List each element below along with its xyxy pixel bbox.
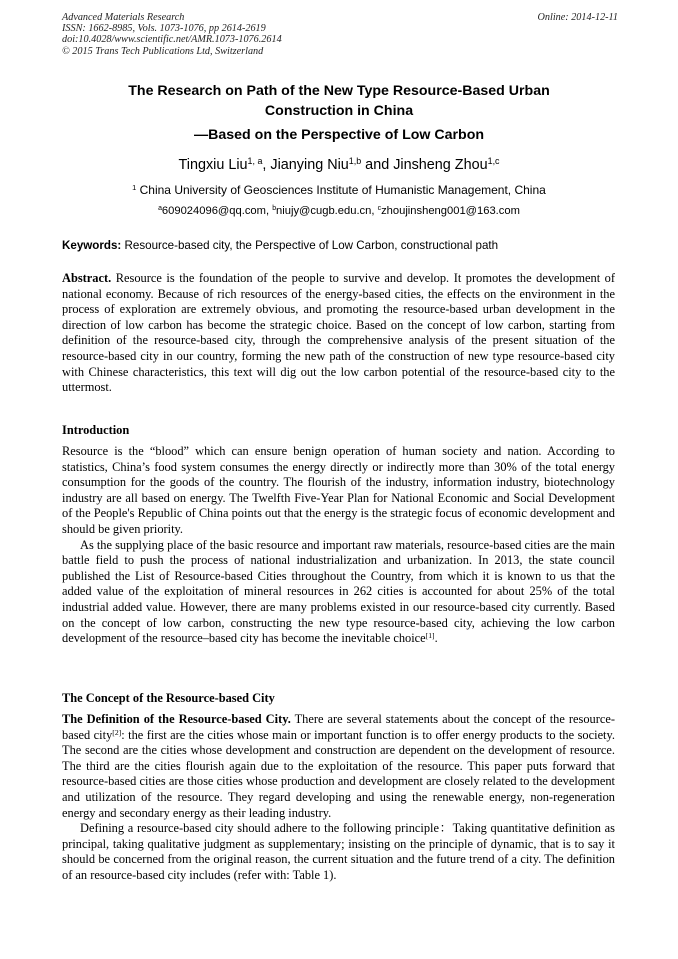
journal-issn: ISSN: 1662-8985, Vols. 1073-1076, pp 2614-2619 <box>62 23 266 35</box>
email-mark: a <box>158 205 162 213</box>
author-list <box>62 155 616 175</box>
email-mark: b <box>272 205 277 213</box>
title-line-2: Construction in China <box>264 103 414 119</box>
introduction-section <box>62 444 615 647</box>
concept-paragraph-2: Defining a resource-based city should adhere to the following principle：Taking quantitative definition as principal, taking qualitative judgment as supplementary; insisting on the principle of dynamic, that is to say it should be concerned from the original reason, the current situation and the future trend of a city. The definition of an resource-based city includes (refer with: Table 1). <box>62 821 615 882</box>
affiliation-text: China University of Geosciences Institute of Humanistic Management, China <box>136 183 546 197</box>
paragraph-text: : the first are the cities whose main or important function is to offer energy products to the society. The second are the cities whose development and construction are dependent on the development of resource. The third are the cities flourish again due to the exploitation of the resource. This paper puts forward that resource-based cities are those cities whose production and development are closely related to the development and utilization of the resource. They regard developing and using the renewable energy, non-regeneration energy and secondary energy as their leading industry. <box>62 727 615 820</box>
concept-section <box>62 712 615 884</box>
keywords <box>62 238 616 254</box>
section-heading-introduction: Introduction <box>62 423 130 437</box>
citation-reference[interactable]: [2] <box>112 727 122 737</box>
abstract-paragraph <box>62 271 615 396</box>
email-mark: c <box>377 205 382 213</box>
paper-title <box>62 81 616 121</box>
concept-paragraph-1 <box>62 712 615 821</box>
title-line-1: The Research on Path of the New Type Resource-Based Urban <box>128 83 550 99</box>
journal-doi[interactable]: doi:10.4028/www.scientific.net/AMR.1073-1076.2614 <box>62 34 282 46</box>
paragraph-text: As the supplying place of the basic resource and important raw materials, resource-based cities are the main battle field to push the process of national industrialization and urbanization. In 2013, the state council published the List of Resource-based Cities throughout the Country, from which it is known to us that the added value of the exploitation of mineral resources in 262 cities is accounted for about 25% of the total industrial added value. However, there are many problems existed in our resource-based city currently. Based on the concept of low carbon, constructing the new type resource-based city, achieving the low carbon development of the resource–based city has become the inevitable choice <box>62 537 616 646</box>
abstract-label: Abstract. <box>62 271 112 285</box>
abstract-text: Resource is the foundation of the people to survive and develop. It promotes the development of national economy. Because of rich resources of the energy-based cities, the effects on the environment in the process of exploration are extremely obvious, and promoting the resource-based urban development in the direction of low carbon has become the strategic choice. Based on the concept of low carbon, starting from definition of the resource-based city, through the comprehensive analysis of the present situation of the resource-based city in our country, forming the new path of the construction of new type resource-based city with Chinese characteristics, this text will dig out the low carbon potential of the resource-based city to the uttermost. <box>62 271 615 395</box>
journal-header <box>62 12 618 57</box>
paper-subtitle: —Based on the Perspective of Low Carbon <box>193 127 485 143</box>
keywords-text: Resource-based city, the Perspective of Low Carbon, constructional path <box>121 239 499 252</box>
online-date: Online: 2014-12-11 <box>537 12 618 23</box>
affiliation-mark: 1 <box>132 182 137 192</box>
email-separator: , <box>371 205 378 217</box>
citation-reference[interactable]: [1] <box>425 630 435 640</box>
introduction-paragraph-1: Resource is the “blood” which can ensure benign operation of human society and nation. According to statistics, China’s food system consumes the energy directly or indirectly more than 30% of the total energy consumption for the goods of the country. The flourish of the industry, information industry, biotechnology industry are all based on energy. The Twelfth Five-Year Plan for National Economic and Social Development of the People's Republic of China points out that the energy is the strategic focus of economic development and should be given priority. <box>62 444 615 536</box>
author-separator: , <box>262 157 271 173</box>
email-address[interactable]: 609024096@qq.com <box>161 205 266 217</box>
abstract <box>62 271 615 396</box>
journal-copyright: © 2015 Trans Tech Publications Ltd, Switzerland <box>62 45 264 57</box>
author-affiliation-mark: 1,c <box>487 156 500 167</box>
section-heading-concept: The Concept of the Resource-based City <box>62 691 275 705</box>
email-list <box>62 203 616 219</box>
journal-name: Advanced Materials Research <box>62 12 185 23</box>
author-affiliation-mark: 1, a <box>247 156 263 167</box>
email-separator: , <box>265 205 273 217</box>
paragraph-text: There are several statements about the concept of the resource-based city <box>62 712 615 742</box>
affiliation <box>62 182 616 198</box>
email-address[interactable]: zhoujinsheng001@163.com <box>381 205 520 217</box>
introduction-paragraph-2 <box>62 538 615 647</box>
email-address[interactable]: niujy@cugb.edu.cn <box>276 205 372 217</box>
paragraph-end: . <box>434 631 438 646</box>
author-name: Jinsheng Zhou <box>393 157 488 173</box>
author-affiliation-mark: 1,b <box>348 156 362 167</box>
subsection-heading-definition: The Definition of the Resource-based City. <box>62 712 291 726</box>
keywords-label: Keywords: <box>62 239 122 252</box>
author-name: Jianying Niu <box>270 157 349 173</box>
author-separator: and <box>361 157 394 173</box>
author-name: Tingxiu Liu <box>178 157 248 173</box>
